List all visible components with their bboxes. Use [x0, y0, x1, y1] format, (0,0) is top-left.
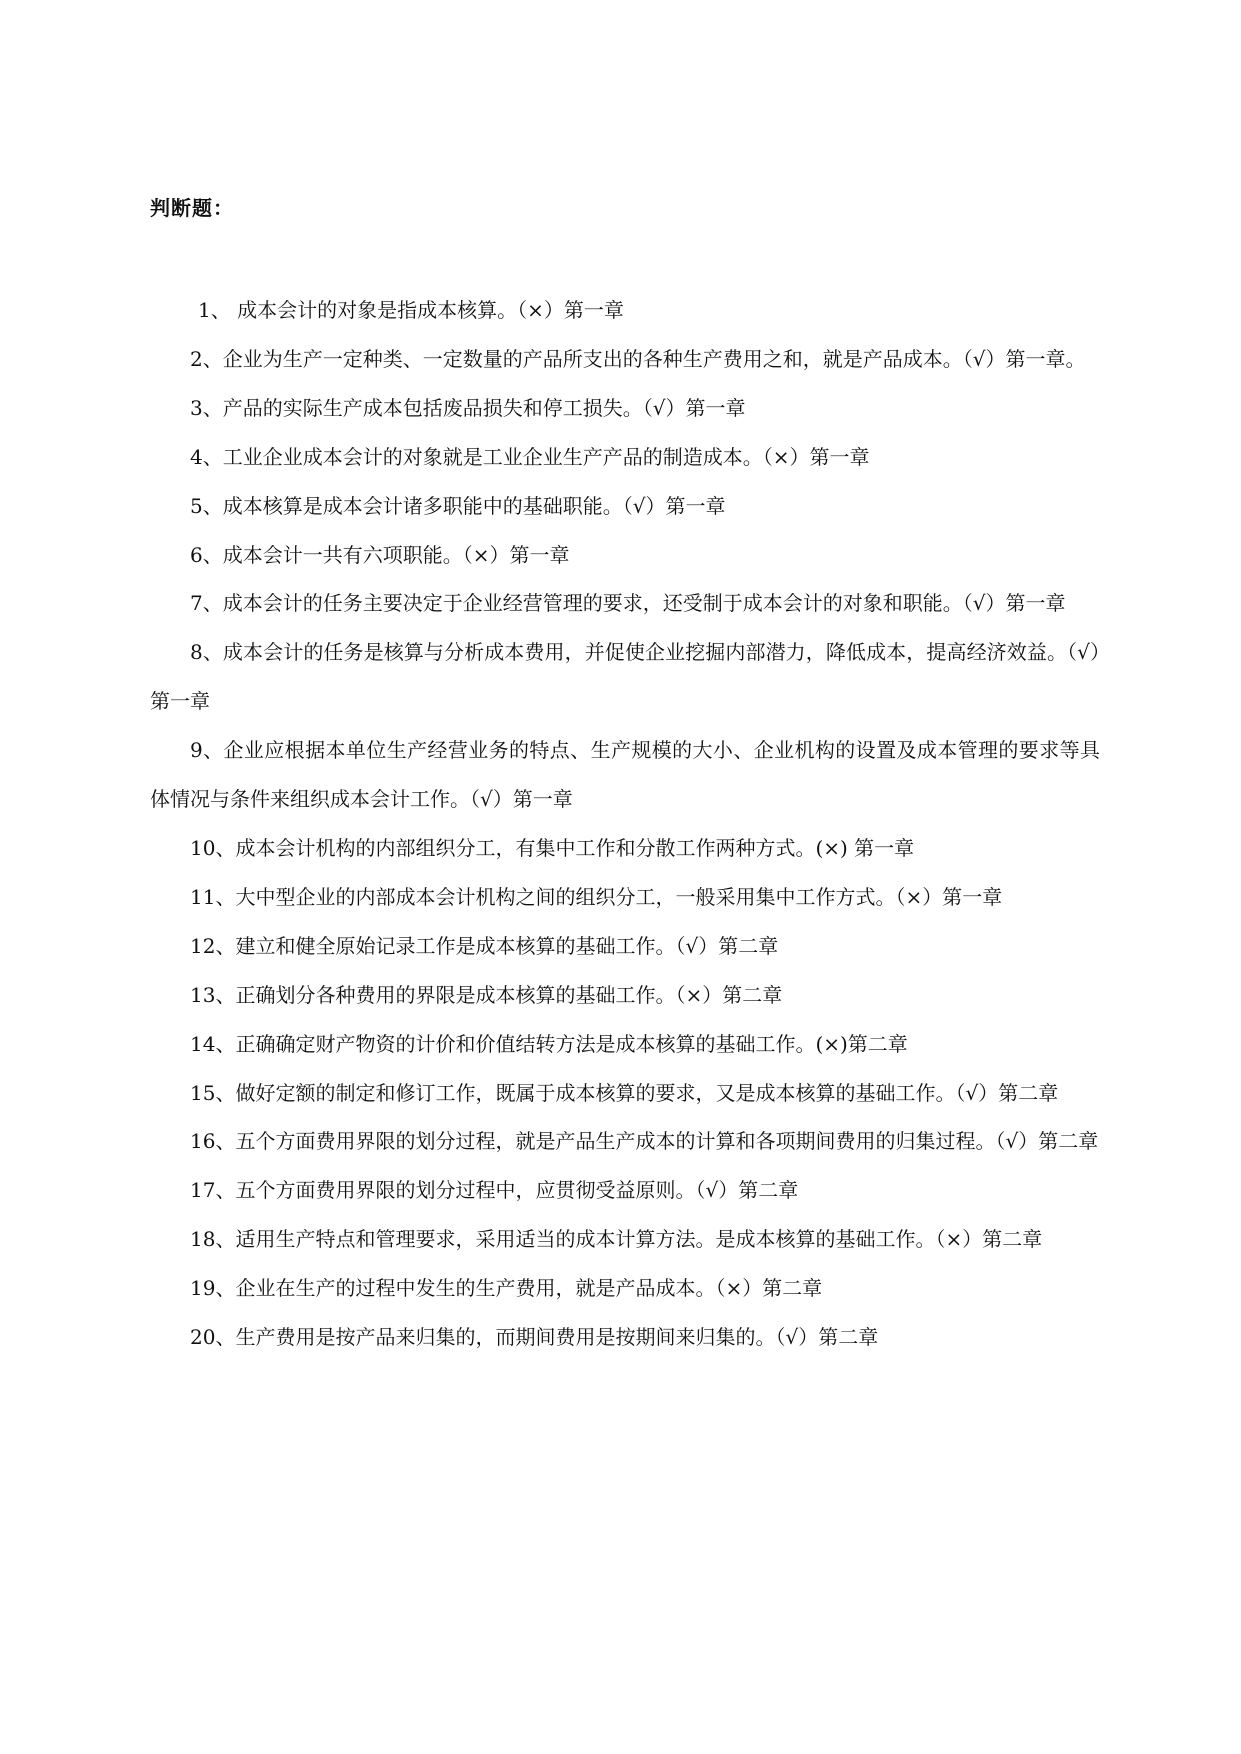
question-item: 12、建立和健全原始记录工作是成本核算的基础工作。（√）第二章 — [190, 933, 779, 958]
question-item: 17、五个方面费用界限的划分过程中，应贯彻受益原则。（√）第二章 — [190, 1178, 799, 1203]
question-item: 6、成本会计一共有六项职能。（×）第一章 — [190, 542, 570, 567]
question-item: 18、适用生产特点和管理要求，采用适当的成本计算方法。是成本核算的基础工作。（×）第二章 — [190, 1227, 1043, 1252]
question-item: 2、企业为生产一定种类、一定数量的产品所支出的各种生产费用之和，就是产品成本。（√）第一章。 — [190, 346, 1086, 371]
question-list — [150, 286, 1100, 1362]
question-item: 1、 成本会计的对象是指成本核算。（×）第一章 — [198, 298, 624, 322]
question-item: 3、产品的实际生产成本包括废品损失和停工损失。（√）第一章 — [190, 395, 746, 420]
question-item: 19、企业在生产的过程中发生的生产费用，就是产品成本。（×）第二章 — [190, 1276, 823, 1301]
question-item: 10、成本会计机构的内部组织分工，有集中工作和分散工作两种方式。(×) 第一章 — [190, 835, 915, 860]
question-item: 9、企业应根据本单位生产经营业务的特点、生产规模的大小、企业机构的设置及成本管理的要求等具体情况与条件来组织成本会计工作。（√）第一章 — [150, 738, 1100, 812]
question-item: 8、成本会计的任务是核算与分析成本费用，并促使企业挖掘内部潜力，降低成本，提高经济效益。（√）第一章 — [150, 640, 1100, 714]
section-heading: 判断题： — [150, 196, 234, 220]
question-item: 4、工业企业成本会计的对象就是工业企业生产产品的制造成本。（×）第一章 — [190, 444, 870, 469]
question-item: 14、正确确定财产物资的计价和价值结转方法是成本核算的基础工作。(×)第二章 — [190, 1031, 908, 1056]
question-item: 16、五个方面费用界限的划分过程，就是产品生产成本的计算和各项期间费用的归集过程。（√）第二章 — [190, 1129, 1099, 1154]
question-item: 11、大中型企业的内部成本会计机构之间的组织分工，一般采用集中工作方式。（×）第一章 — [190, 884, 1003, 909]
question-item: 20、生产费用是按产品来归集的，而期间费用是按期间来归集的。（√）第二章 — [190, 1325, 879, 1350]
question-item: 5、成本核算是成本会计诸多职能中的基础职能。（√）第一章 — [190, 493, 726, 518]
question-item: 15、做好定额的制定和修订工作，既属于成本核算的要求，又是成本核算的基础工作。（√）第二章 — [190, 1080, 1059, 1105]
question-item: 7、成本会计的任务主要决定于企业经营管理的要求，还受制于成本会计的对象和职能。（√）第一章 — [190, 591, 1066, 616]
question-item: 13、正确划分各种费用的界限是成本核算的基础工作。（×）第二章 — [190, 982, 783, 1007]
